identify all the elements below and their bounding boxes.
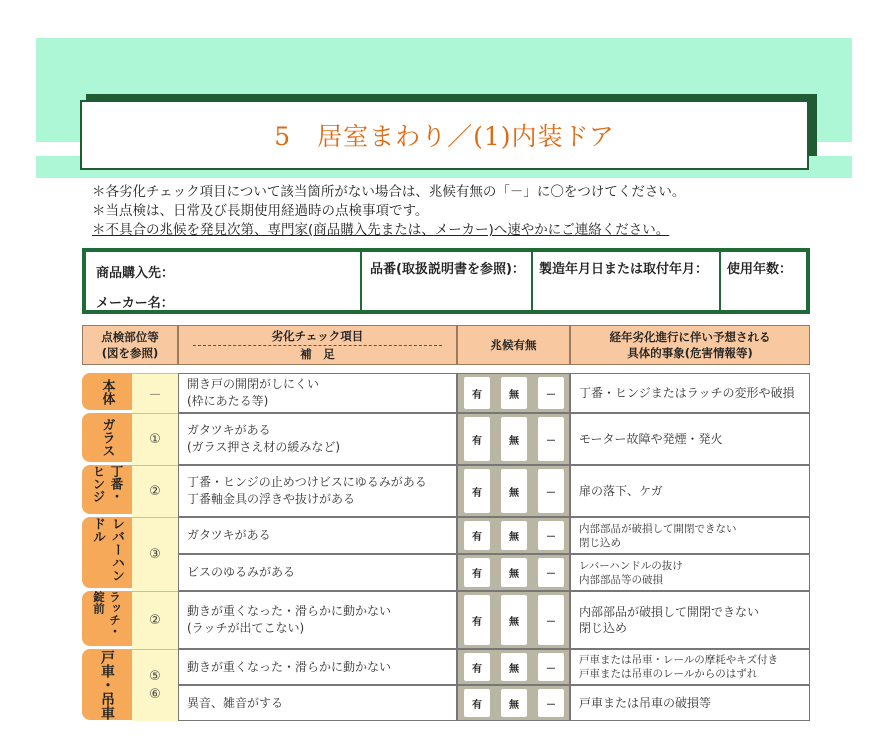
risk-text: 戸車または吊車・レールの摩耗やキズ付き 戸車または吊車のレールからのはずれ [570, 649, 810, 685]
sign-options [457, 517, 570, 554]
sign-options [457, 685, 570, 721]
category-latch [82, 591, 132, 646]
sign-options [457, 413, 570, 465]
note-1: ＊各劣化チェック項目について該当箇所がない場合は、兆候有無の「－」に〇をつけてください。 [92, 184, 686, 200]
manufacture-date-label: 製造年月日または取付年月： [539, 262, 709, 277]
not-applicable-option[interactable]: － [538, 417, 564, 461]
page-title: 5 居室まわり／(1)内装ドア [274, 122, 615, 151]
category-body-label: 本体 [99, 378, 115, 405]
check-item-text: 丁番・ヒンジの止めつけビスにゆるみがある 丁番軸金具の浮きや抜けがある [178, 465, 457, 517]
manufacture-date-cell [533, 252, 719, 310]
check-item-text: ガタツキがある (ガラス押さえ材の緩みなど) [178, 413, 457, 465]
header-check-item [178, 325, 457, 365]
note-2: ＊当点検は、日常及び長期使用経過時の点検事項です。 [92, 203, 429, 219]
not-applicable-option[interactable]: － [538, 558, 564, 587]
location-number [132, 465, 178, 517]
category-body [82, 373, 132, 410]
header-sign-label: 兆候有無 [490, 338, 537, 352]
category-glass [82, 413, 132, 462]
location-number-text: ② [149, 613, 161, 628]
location-number [132, 517, 178, 591]
category-roller-label: 戸車・吊車 [99, 649, 115, 720]
no-option[interactable]: 無 [501, 689, 527, 717]
category-roller [82, 649, 132, 720]
not-applicable-option[interactable]: － [538, 521, 564, 550]
no-option[interactable]: 無 [501, 521, 527, 550]
sign-options [457, 373, 570, 413]
yes-option[interactable]: 有 [464, 689, 490, 717]
yes-option[interactable]: 有 [464, 417, 490, 461]
yes-option[interactable]: 有 [464, 377, 490, 409]
part-number-cell [362, 252, 531, 310]
check-item-text: 開き戸の開閉がしにくい (枠にあたる等) [178, 373, 457, 413]
risk-text: モーター故障や発煙・発火 [570, 413, 810, 465]
notes [92, 183, 685, 240]
header-risk-line2: 具体的事象(危害情報等) [627, 346, 753, 360]
risk-text: 内部部品が破損して開閉できない 閉じ込め [570, 517, 810, 554]
risk-text: 戸車または吊車の破損等 [570, 685, 810, 721]
location-number-text: ① [149, 432, 161, 447]
title-box [80, 100, 809, 170]
check-item-text: 異音、雑音がする [178, 685, 457, 721]
header-check-line1: 劣化チェック項目 [193, 328, 442, 346]
note-3: ＊不具合の兆候を発見次第、専門家(商品購入先または、メーカー)へ速やかにご連絡ください。 [92, 222, 670, 238]
risk-text: 内部部品が破損して開閉できない 閉じ込め [570, 591, 810, 649]
years-used-label: 使用年数： [727, 262, 793, 277]
years-used-cell [721, 252, 806, 310]
header-risk-line1: 経年劣化進行に伴い予想される [609, 330, 771, 344]
not-applicable-option[interactable]: － [538, 689, 564, 717]
sign-options [457, 465, 570, 517]
location-number [132, 591, 178, 649]
no-option[interactable]: 無 [501, 377, 527, 409]
sign-options [457, 554, 570, 591]
yes-option[interactable]: 有 [464, 653, 490, 681]
header-location-line1: 点検部位等 [101, 330, 159, 344]
location-number [132, 413, 178, 465]
maker-label: メーカー名： [96, 296, 174, 311]
location-number-text: ② [149, 484, 161, 499]
header-check-line2: 補 足 [300, 347, 335, 361]
risk-text: 丁番・ヒンジまたはラッチの変形や破損 [570, 373, 810, 413]
store-label: 商品購入先： [96, 266, 175, 281]
yes-option[interactable]: 有 [464, 521, 490, 550]
no-option[interactable]: 無 [501, 417, 527, 461]
category-lever-handle [82, 517, 132, 588]
check-item-text: 動きが重くなった・滑らかに動かない (ラッチが出てこない) [178, 591, 457, 649]
check-item-text: ガタツキがある [178, 517, 457, 554]
location-number [132, 373, 178, 413]
part-number-label: 品番(取扱説明書を参照)： [370, 262, 525, 277]
category-glass-label: ガラス [99, 418, 115, 457]
sign-options [457, 649, 570, 685]
sign-options [457, 591, 570, 649]
check-item-text: ビスのゆるみがある [178, 554, 457, 591]
location-number-text: ⑤ ⑥ [149, 668, 161, 702]
risk-text: レバーハンドルの抜け 内部部品等の破損 [570, 554, 810, 591]
location-number [132, 649, 178, 721]
no-option[interactable]: 無 [501, 595, 527, 645]
header-sign [457, 325, 570, 365]
yes-option[interactable]: 有 [464, 558, 490, 587]
category-hinge [82, 465, 132, 514]
no-option[interactable]: 無 [501, 653, 527, 681]
no-option[interactable]: 無 [501, 558, 527, 587]
not-applicable-option[interactable]: － [538, 653, 564, 681]
not-applicable-option[interactable]: － [538, 595, 564, 645]
not-applicable-option[interactable]: － [538, 469, 564, 513]
category-lever-label: レバーハンドル [90, 517, 124, 582]
header-risk [570, 325, 810, 365]
category-hinge-label: 丁番・ヒンジ [91, 465, 124, 503]
header-location [82, 325, 178, 365]
check-item-text: 動きが重くなった・滑らかに動かない [178, 649, 457, 685]
store-maker-cell [86, 252, 360, 310]
product-info-box [82, 248, 810, 314]
not-applicable-option[interactable]: － [538, 377, 564, 409]
location-number-text: － [148, 388, 162, 403]
yes-option[interactable]: 有 [464, 469, 490, 513]
no-option[interactable]: 無 [501, 469, 527, 513]
risk-text: 扉の落下、ケガ [570, 465, 810, 517]
yes-option[interactable]: 有 [464, 595, 490, 645]
category-latch-label: ラッチ・錠前 [92, 591, 122, 637]
location-number-text: ③ [149, 547, 161, 562]
header-location-line2: (図を参照) [101, 346, 159, 360]
